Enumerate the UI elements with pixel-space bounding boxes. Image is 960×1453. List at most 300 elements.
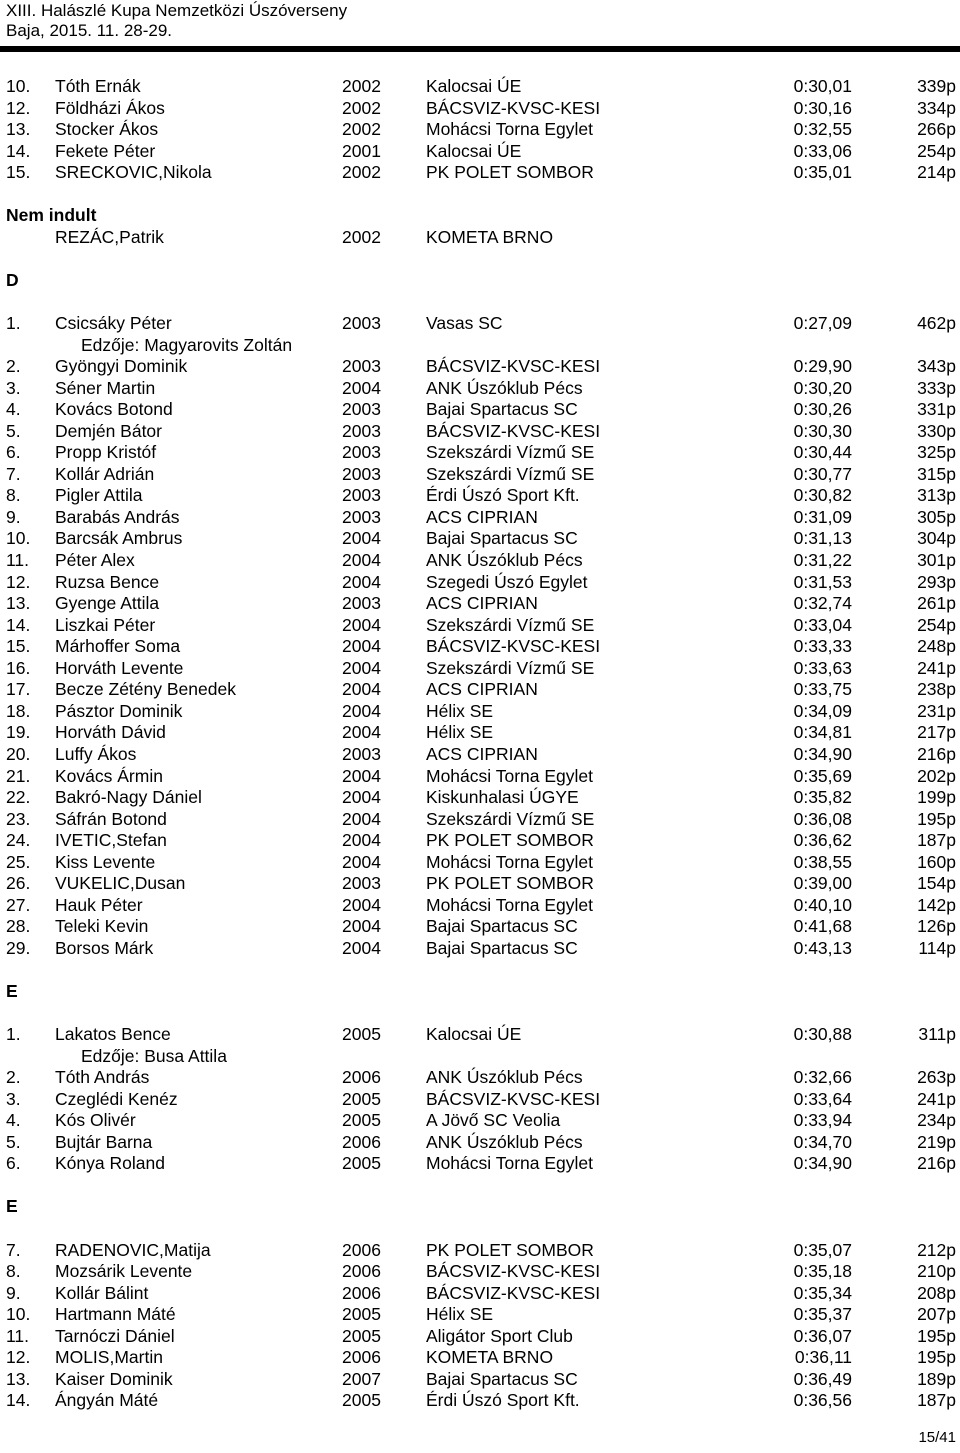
result-time: 0:31,22 [793, 550, 852, 571]
result-row [0, 399, 960, 421]
birth-year: 2002 [342, 97, 381, 118]
club-name: Kiskunhalasi ÚGYE [426, 787, 579, 808]
swimmer-name: Sáfrán Botond [55, 808, 167, 829]
result-points: 160p [917, 851, 956, 872]
result-time: 0:36,49 [793, 1368, 852, 1389]
result-row [0, 572, 960, 594]
swimmer-name: Pásztor Dominik [55, 700, 183, 721]
rank: 9. [6, 1282, 21, 1303]
result-row [0, 550, 960, 572]
birth-year: 2003 [342, 399, 381, 420]
rank: 24. [6, 830, 31, 851]
swimmer-name: Becze Zétény Benedek [55, 679, 236, 700]
rank: 17. [6, 679, 31, 700]
rank: 2. [6, 1067, 21, 1088]
club-name: ACS CIPRIAN [426, 593, 538, 614]
rank: 15. [6, 636, 31, 657]
rank: 6. [6, 442, 21, 463]
birth-year: 2004 [342, 377, 381, 398]
rank: 13. [6, 119, 31, 140]
result-row [0, 658, 960, 680]
rank: 4. [6, 1110, 21, 1131]
result-points: 334p [917, 97, 956, 118]
club-name: BÁCSVIZ-KVSC-KESI [426, 420, 601, 441]
birth-year: 2004 [342, 550, 381, 571]
coach-text: Edzője: Busa Attila [81, 1045, 227, 1066]
birth-year: 2006 [342, 1239, 381, 1260]
result-time: 0:39,00 [793, 873, 852, 894]
swimmer-name: Gyöngyi Dominik [55, 356, 188, 377]
club-name: BÁCSVIZ-KVSC-KESI [426, 97, 601, 118]
rank: 12. [6, 97, 31, 118]
birth-year: 2005 [342, 1024, 381, 1045]
club-name: Mohácsi Torna Egylet [426, 1153, 593, 1174]
result-time: 0:32,74 [793, 593, 852, 614]
page-number: 15/41 [918, 1429, 956, 1446]
club-name: Vasas SC [426, 313, 503, 334]
swimmer-name: Stocker Ákos [55, 119, 159, 140]
result-time: 0:35,69 [793, 765, 852, 786]
result-time: 0:36,07 [793, 1325, 852, 1346]
birth-year: 2005 [342, 1153, 381, 1174]
birth-year: 2003 [342, 463, 381, 484]
result-row [0, 1240, 960, 1262]
club-name: KOMETA BRNO [426, 226, 554, 247]
result-points: 293p [917, 571, 956, 592]
result-time: 0:34,81 [793, 722, 852, 743]
birth-year: 2004 [342, 614, 381, 635]
swimmer-name: Propp Kristóf [55, 442, 157, 463]
result-points: 311p [918, 1024, 956, 1045]
rank: 16. [6, 657, 31, 678]
rank: 8. [6, 485, 21, 506]
page-header [0, 0, 960, 54]
club-name: BÁCSVIZ-KVSC-KESI [426, 356, 601, 377]
result-row [0, 1067, 960, 1089]
result-points: 217p [917, 722, 956, 743]
swimmer-name: Pigler Attila [55, 485, 143, 506]
result-points: 187p [917, 830, 956, 851]
result-row [0, 119, 960, 141]
birth-year: 2006 [342, 1282, 381, 1303]
swimmer-name: Séner Martin [55, 377, 156, 398]
swimmer-name: Barabás András [55, 506, 180, 527]
rank: 21. [6, 765, 31, 786]
club-name: Bajai Spartacus SC [426, 528, 578, 549]
result-row [0, 744, 960, 766]
swimmer-name: Luffy Ákos [55, 743, 137, 764]
result-points: 254p [917, 614, 956, 635]
rank: 18. [6, 700, 31, 721]
result-points: 330p [917, 420, 956, 441]
result-points: 126p [917, 916, 956, 937]
club-name: Szekszárdi Vízmű SE [426, 442, 595, 463]
swimmer-name: Kollár Adrián [55, 463, 155, 484]
result-row [0, 593, 960, 615]
birth-year: 2003 [342, 442, 381, 463]
result-points: 266p [917, 119, 956, 140]
result-row [0, 76, 960, 98]
swimmer-name: SRECKOVIC,Nikola [55, 162, 212, 183]
swimmer-name: Tóth András [55, 1067, 150, 1088]
birth-year: 2005 [342, 1088, 381, 1109]
rank: 10. [6, 528, 31, 549]
result-points: 313p [917, 485, 956, 506]
result-points: 199p [917, 787, 956, 808]
swimmer-name: Tarnóczi Dániel [55, 1325, 175, 1346]
birth-year: 2003 [342, 420, 381, 441]
result-time: 0:35,18 [793, 1261, 852, 1282]
club-name: PK POLET SOMBOR [426, 1239, 594, 1260]
rank: 3. [6, 1088, 21, 1109]
birth-year: 2001 [342, 140, 381, 161]
result-time: 0:35,01 [793, 162, 852, 183]
club-name: A Jövő SC Veolia [426, 1110, 561, 1131]
rank: 13. [6, 593, 31, 614]
club-name: ACS CIPRIAN [426, 679, 538, 700]
result-time: 0:30,77 [793, 463, 852, 484]
rank: 19. [6, 722, 31, 743]
coach-line [0, 1046, 960, 1068]
club-name: KOMETA BRNO [426, 1347, 554, 1368]
swimmer-name: Gyenge Attila [55, 593, 160, 614]
result-row [0, 141, 960, 163]
result-points: 195p [917, 808, 956, 829]
result-points: 263p [917, 1067, 956, 1088]
club-name: ANK Úszóklub Pécs [426, 1067, 583, 1088]
swimmer-name: Péter Alex [55, 550, 135, 571]
swimmer-name: Kós Olivér [55, 1110, 136, 1131]
rank: 22. [6, 787, 31, 808]
birth-year: 2003 [342, 743, 381, 764]
birth-year: 2003 [342, 593, 381, 614]
swimmer-name: Csicsáky Péter [55, 313, 172, 334]
swimmer-name: Demjén Bátor [55, 420, 162, 441]
result-row [0, 1132, 960, 1154]
result-time: 0:30,26 [793, 399, 852, 420]
rank: 6. [6, 1153, 21, 1174]
page-title: XIII. Halászlé Kupa Nemzetközi Úszóverseny [6, 1, 348, 20]
birth-year: 2004 [342, 894, 381, 915]
result-row [0, 528, 960, 550]
swimmer-name: Földházi Ákos [55, 97, 165, 118]
club-name: Érdi Úszó Sport Kft. [426, 1390, 580, 1411]
birth-year: 2002 [342, 76, 381, 96]
club-name: BÁCSVIZ-KVSC-KESI [426, 1261, 601, 1282]
swimmer-name: Fekete Péter [55, 140, 156, 161]
birth-year: 2002 [342, 119, 381, 140]
birth-year: 2004 [342, 571, 381, 592]
result-time: 0:29,90 [793, 356, 852, 377]
birth-year: 2003 [342, 506, 381, 527]
result-row [0, 615, 960, 637]
result-points: 114p [918, 937, 956, 958]
birth-year: 2004 [342, 765, 381, 786]
result-points: 208p [917, 1282, 956, 1303]
birth-year: 2004 [342, 851, 381, 872]
birth-year: 2003 [342, 873, 381, 894]
birth-year: 2004 [342, 636, 381, 657]
rank: 5. [6, 420, 21, 441]
result-points: 462p [917, 313, 956, 334]
result-time: 0:32,66 [793, 1067, 852, 1088]
swimmer-name: Czeglédi Kenéz [55, 1088, 178, 1109]
swimmer-name: Barcsák Ambrus [55, 528, 183, 549]
club-name: Hélix SE [426, 1304, 494, 1325]
birth-year: 2004 [342, 700, 381, 721]
result-points: 142p [917, 894, 956, 915]
result-row [0, 873, 960, 895]
result-row [0, 679, 960, 701]
spacer [0, 1003, 960, 1025]
result-time: 0:36,56 [793, 1390, 852, 1411]
birth-year: 2004 [342, 916, 381, 937]
rank: 12. [6, 1347, 31, 1368]
result-row [0, 636, 960, 658]
birth-year: 2004 [342, 787, 381, 808]
result-row [0, 852, 960, 874]
result-points: 305p [917, 506, 956, 527]
result-time: 0:30,16 [793, 97, 852, 118]
result-row [0, 895, 960, 917]
rank: 10. [6, 1304, 31, 1325]
result-time: 0:33,75 [793, 679, 852, 700]
swimmer-name: MOLIS,Martin [55, 1347, 163, 1368]
birth-year: 2007 [342, 1368, 381, 1389]
club-name: ANK Úszóklub Pécs [426, 550, 583, 571]
rank: 27. [6, 894, 31, 915]
club-name: BÁCSVIZ-KVSC-KESI [426, 1282, 601, 1303]
swimmer-name: Liszkai Péter [55, 614, 156, 635]
club-name: Kalocsai ÚE [426, 1024, 522, 1045]
rank: 3. [6, 377, 21, 398]
club-name: ACS CIPRIAN [426, 506, 538, 527]
birth-year: 2005 [342, 1390, 381, 1411]
result-time: 0:30,01 [793, 76, 852, 96]
result-row [0, 701, 960, 723]
swimmer-name: Hartmann Máté [55, 1304, 176, 1325]
birth-year: 2005 [342, 1110, 381, 1131]
result-points: 304p [917, 528, 956, 549]
club-name: Mohácsi Torna Egylet [426, 765, 593, 786]
rank: 2. [6, 356, 21, 377]
birth-year: 2002 [342, 162, 381, 183]
result-points: 234p [917, 1110, 956, 1131]
result-points: 195p [917, 1325, 956, 1346]
club-name: Szegedi Úszó Egylet [426, 571, 588, 592]
rank: 20. [6, 743, 31, 764]
rank: 8. [6, 1261, 21, 1282]
result-row [0, 1369, 960, 1391]
swimmer-name: REZÁC,Patrik [55, 226, 164, 247]
result-time: 0:30,30 [793, 420, 852, 441]
result-time: 0:40,10 [793, 894, 852, 915]
result-points: 315p [917, 463, 956, 484]
result-row [0, 1326, 960, 1348]
result-points: 261p [917, 593, 956, 614]
result-row [0, 464, 960, 486]
result-row [0, 1261, 960, 1283]
result-points: 207p [917, 1304, 956, 1325]
birth-year: 2004 [342, 722, 381, 743]
result-row [0, 485, 960, 507]
rank: 25. [6, 851, 31, 872]
rank: 28. [6, 916, 31, 937]
page-subtitle: Baja, 2015. 11. 28-29. [6, 21, 173, 40]
result-time: 0:41,68 [793, 916, 852, 937]
result-time: 0:33,04 [793, 614, 852, 635]
swimmer-name: Tóth Ernák [55, 76, 141, 96]
birth-year: 2006 [342, 1067, 381, 1088]
result-row [0, 356, 960, 378]
result-time: 0:36,62 [793, 830, 852, 851]
spacer [0, 291, 960, 313]
rank: 7. [6, 463, 21, 484]
result-points: 187p [917, 1390, 956, 1411]
club-name: Szekszárdi Vízmű SE [426, 808, 595, 829]
birth-year: 2002 [342, 226, 381, 247]
club-name: Kalocsai ÚE [426, 76, 522, 96]
result-row [0, 313, 960, 335]
section-heading [0, 981, 960, 1003]
rank: 7. [6, 1239, 21, 1260]
result-row [0, 1089, 960, 1111]
result-points: 189p [917, 1368, 956, 1389]
result-time: 0:31,09 [793, 506, 852, 527]
result-row [0, 787, 960, 809]
swimmer-name: Kollár Bálint [55, 1282, 149, 1303]
swimmer-name: Borsos Márk [55, 937, 154, 958]
result-points: 301p [917, 550, 956, 571]
result-row [0, 830, 960, 852]
club-name: Bajai Spartacus SC [426, 1368, 578, 1389]
swimmer-name: Horváth Dávid [55, 722, 166, 743]
result-time: 0:34,70 [793, 1131, 852, 1152]
result-points: 154p [917, 873, 956, 894]
result-points: 333p [917, 377, 956, 398]
club-name: Érdi Úszó Sport Kft. [426, 485, 580, 506]
header-rule [0, 46, 960, 52]
birth-year: 2006 [342, 1131, 381, 1152]
club-name: BÁCSVIZ-KVSC-KESI [426, 1088, 601, 1109]
swimmer-name: Mozsárik Levente [55, 1261, 193, 1282]
result-time: 0:30,88 [793, 1024, 852, 1045]
swimmer-name: Horváth Levente [55, 657, 184, 678]
section-heading [0, 205, 960, 227]
birth-year: 2005 [342, 1304, 381, 1325]
rank: 9. [6, 506, 21, 527]
section-heading [0, 1196, 960, 1218]
result-time: 0:31,13 [793, 528, 852, 549]
result-row [0, 1347, 960, 1369]
result-points: 202p [917, 765, 956, 786]
result-time: 0:34,09 [793, 700, 852, 721]
result-time: 0:34,90 [793, 1153, 852, 1174]
rank: 1. [6, 313, 21, 334]
result-row [0, 1283, 960, 1305]
rank: 14. [6, 1390, 31, 1411]
spacer [0, 1175, 960, 1197]
result-points: 325p [917, 442, 956, 463]
swimmer-name: IVETIC,Stefan [55, 830, 167, 851]
rank: 11. [6, 550, 30, 571]
result-points: 339p [917, 76, 956, 96]
result-time: 0:33,64 [793, 1088, 852, 1109]
club-name: ACS CIPRIAN [426, 743, 538, 764]
swimmer-name: RADENOVIC,Matija [55, 1239, 211, 1260]
swimmer-name: Kaiser Dominik [55, 1368, 173, 1389]
result-points: 195p [917, 1347, 956, 1368]
result-time: 0:30,44 [793, 442, 852, 463]
rank: 26. [6, 873, 31, 894]
result-row [0, 722, 960, 744]
result-time: 0:36,08 [793, 808, 852, 829]
club-name: Szekszárdi Vízmű SE [426, 614, 595, 635]
result-row [0, 766, 960, 788]
result-row [0, 421, 960, 443]
club-name: Szekszárdi Vízmű SE [426, 657, 595, 678]
result-time: 0:35,37 [793, 1304, 852, 1325]
club-name: Bajai Spartacus SC [426, 916, 578, 937]
rank: 13. [6, 1368, 31, 1389]
club-name: Aligátor Sport Club [426, 1325, 573, 1346]
result-row [0, 938, 960, 960]
result-points: 254p [917, 140, 956, 161]
swimmer-name: Bujtár Barna [55, 1131, 153, 1152]
result-time: 0:35,07 [793, 1239, 852, 1260]
swimmer-name: Márhoffer Soma [55, 636, 181, 657]
result-points: 241p [917, 1088, 956, 1109]
result-row [0, 1304, 960, 1326]
results-list [0, 76, 960, 1412]
swimmer-name: Ruzsa Bence [55, 571, 160, 592]
rank: 12. [6, 571, 31, 592]
result-row [0, 1153, 960, 1175]
rank: 14. [6, 614, 31, 635]
result-time: 0:33,94 [793, 1110, 852, 1131]
result-time: 0:38,55 [793, 851, 852, 872]
spacer [0, 959, 960, 981]
rank: 1. [6, 1024, 21, 1045]
rank: 15. [6, 162, 31, 183]
result-time: 0:34,90 [793, 743, 852, 764]
result-points: 210p [917, 1261, 956, 1282]
result-time: 0:31,53 [793, 571, 852, 592]
club-name: Mohácsi Torna Egylet [426, 119, 593, 140]
coach-line [0, 335, 960, 357]
swimmer-name: Kónya Roland [55, 1153, 165, 1174]
result-points: 343p [917, 356, 956, 377]
result-time: 0:30,82 [793, 485, 852, 506]
swimmer-name: Lakatos Bence [55, 1024, 171, 1045]
section-heading-text: Nem indult [6, 205, 97, 226]
spacer [0, 184, 960, 206]
birth-year: 2005 [342, 1325, 381, 1346]
swimmer-name: Ángyán Máté [55, 1390, 159, 1411]
swimmer-name: VUKELIC,Dusan [55, 873, 186, 894]
rank: 10. [6, 76, 31, 96]
result-time: 0:32,55 [793, 119, 852, 140]
swimmer-name: Hauk Péter [55, 894, 143, 915]
rank: 29. [6, 937, 31, 958]
club-name: ANK Úszóklub Pécs [426, 377, 583, 398]
club-name: ANK Úszóklub Pécs [426, 1131, 583, 1152]
result-time: 0:30,20 [793, 377, 852, 398]
coach-text: Edzője: Magyarovits Zoltán [81, 334, 293, 355]
club-name: Szekszárdi Vízmű SE [426, 463, 595, 484]
result-row [0, 442, 960, 464]
swimmer-name: Bakró-Nagy Dániel [55, 787, 202, 808]
